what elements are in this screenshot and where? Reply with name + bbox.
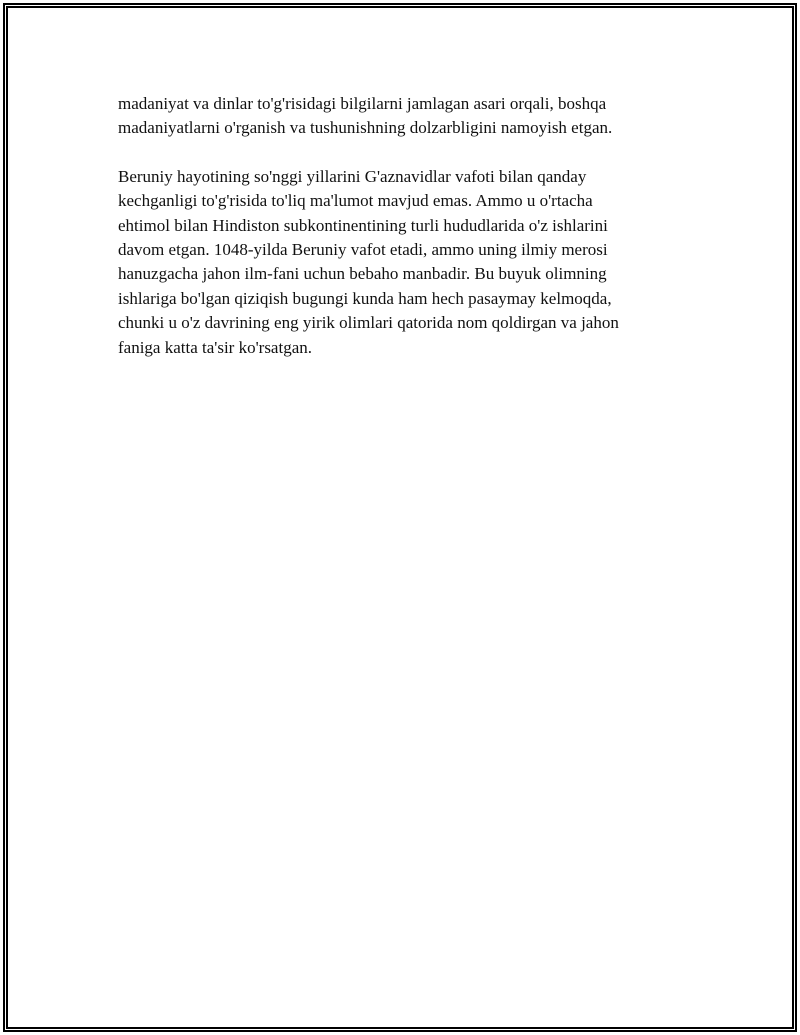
paragraph-1: madaniyat va dinlar to'g'risidagi bilgilarni jamlagan asari orqali, boshqa madaniyatlarni o'rganish va tushunishning dolzarbligini namoyish etgan.	[118, 94, 613, 138]
document-body	[118, 92, 678, 360]
paragraph-2: Beruniy hayotining so'nggi yillarini G'aznavidlar vafoti bilan qanday kechganligi to'g'risida to'liq ma'lumot mavjud emas. Ammo u o'rtacha ehtimol bilan Hindiston subkontinentining turli hududlarida o'z ishlarini davom etgan. 1048-yilda Beruniy vafot etadi, ammo uning ilmiy merosi hanuzgacha jahon ilm-fani uchun bebaho manbadir. Bu buyuk olimning ishlariga bo'lgan qiziqish bugungi kunda ham hech pasaymay kelmoqda, chunki u o'z davrining eng yirik olimlari qatorida nom qoldirgan va jahon faniga katta ta'sir ko'rsatgan.	[118, 166, 619, 357]
